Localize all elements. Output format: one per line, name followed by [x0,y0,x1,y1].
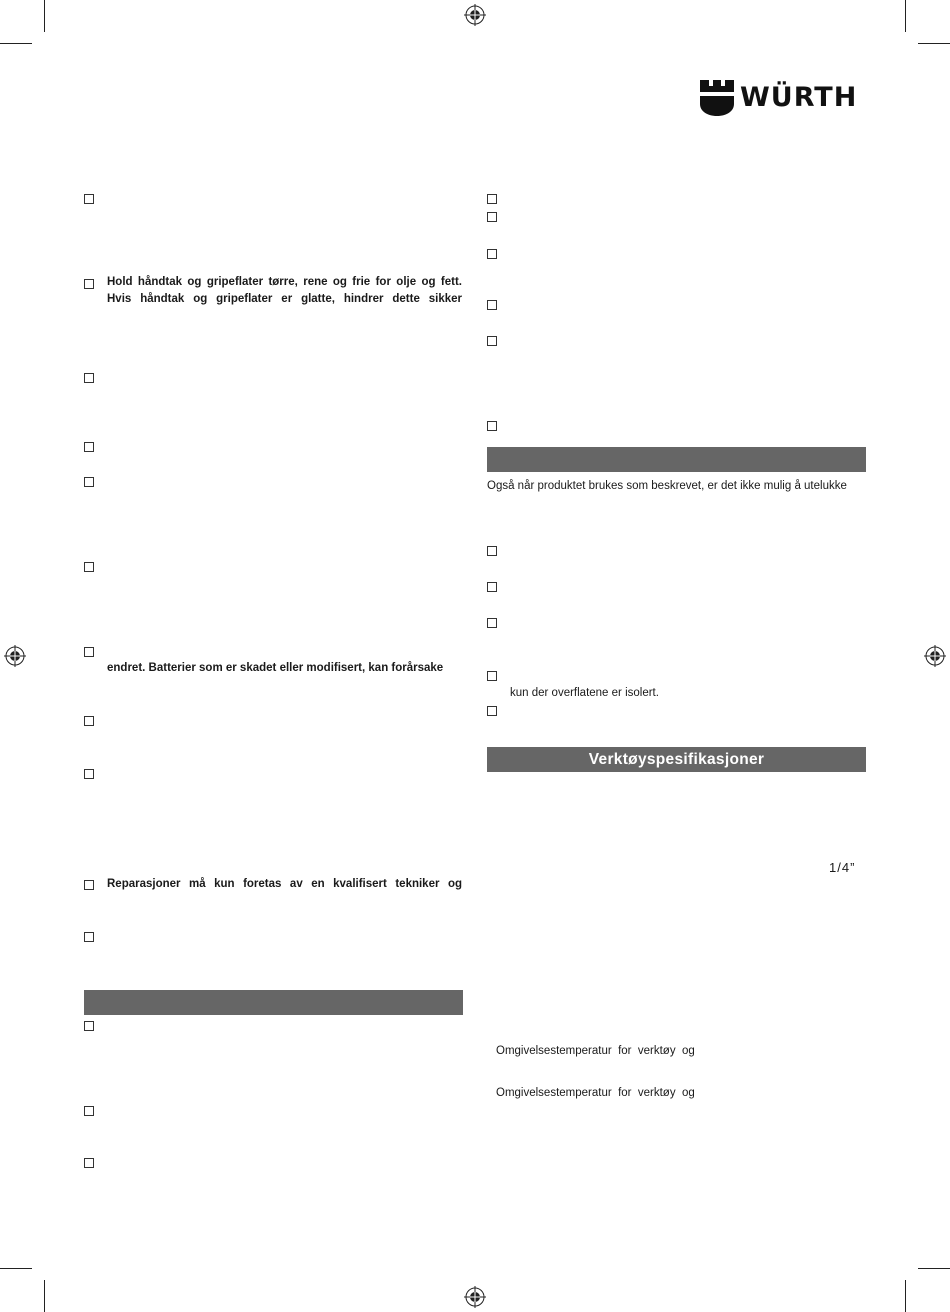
bullet-checkbox [84,1158,94,1168]
bullet-checkbox [487,618,497,628]
bullet-checkbox [84,442,94,452]
crop-mark [44,1280,45,1312]
bold-item-1-line2: Hvis håndtak og gripeflater er glatte, hindrer dette sikker [107,293,462,305]
brand-name: WÜRTH [740,82,858,113]
crop-mark [0,1268,32,1269]
bullet-checkbox [84,194,94,204]
registration-mark-icon [464,4,486,26]
bullet-checkbox [84,373,94,383]
crop-mark [44,0,45,32]
section-bar-specifications [487,747,866,772]
bullet-checkbox [84,1106,94,1116]
bullet-checkbox [487,336,497,346]
bold-item-2-line1: endret. Batterier som er skadet eller modifisert, kan forårsake [107,662,444,674]
bullet-checkbox [487,706,497,716]
bullet-checkbox [487,421,497,431]
registration-mark-icon [4,645,26,667]
crop-mark [0,43,32,44]
bullet-checkbox [487,300,497,310]
crop-mark [905,1280,906,1312]
wurth-emblem-icon [700,80,734,116]
crop-mark [918,43,950,44]
bullet-checkbox [84,647,94,657]
bullet-checkbox [84,279,94,289]
ambient-temp-label-1: Omgivelsestemperatur for verktøy og [496,1045,695,1057]
bullet-checkbox [487,671,497,681]
bullet-checkbox [487,194,497,204]
bullet-checkbox [84,769,94,779]
crop-mark [905,0,906,32]
residual-risk-text: Også når produktet brukes som beskrevet, er det ikke mulig å utelukke [487,480,847,492]
bullet-checkbox [84,477,94,487]
bold-item-3-line1: Reparasjoner må kun foretas av en kvalifisert tekniker og [107,878,462,890]
bullet-checkbox [84,562,94,572]
registration-mark-icon [924,645,946,667]
bullet-checkbox [84,716,94,726]
spec-section-title: Verktøyspesifikasjoner [588,751,765,768]
crop-mark [918,1268,950,1269]
bold-item-1-line1: Hold håndtak og gripeflater tørre, rene og frie for olje og fett. [107,276,462,288]
bullet-checkbox [487,249,497,259]
ambient-temp-label-2: Omgivelsestemperatur for verktøy og [496,1087,695,1099]
bullet-checkbox [487,546,497,556]
section-bar-residual-risk [487,447,866,472]
insulated-text: kun der overflatene er isolert. [510,687,659,699]
registration-mark-icon [464,1286,486,1308]
bullet-checkbox [84,880,94,890]
bullet-checkbox [84,932,94,942]
bullet-checkbox [487,582,497,592]
brand-logo [700,80,870,118]
spec-drive-size: 1/4” [829,860,856,875]
bullet-checkbox [84,1021,94,1031]
bullet-checkbox [487,212,497,222]
section-bar-left [84,990,463,1015]
